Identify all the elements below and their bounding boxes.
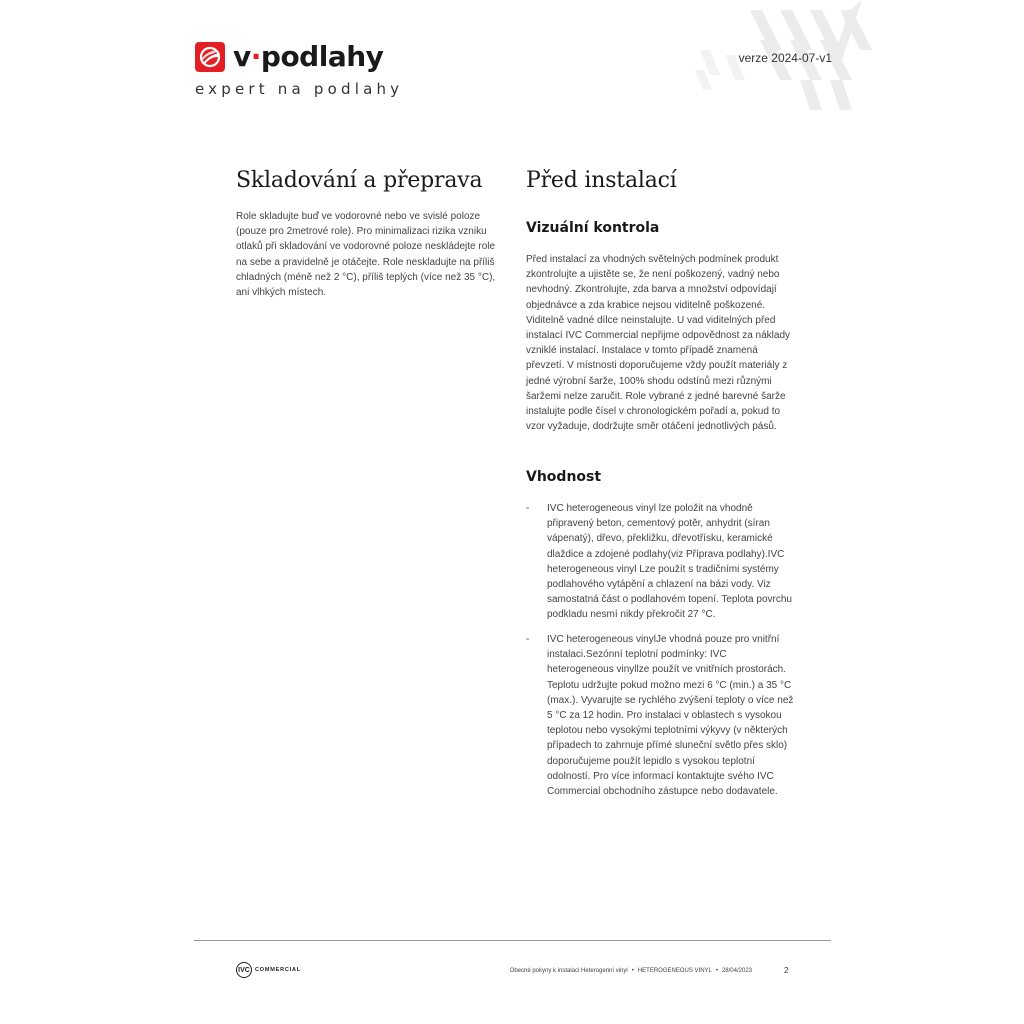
- list-item-text: IVC heterogeneous vinylJe vhodná pouze pro vnitřní instalaci.Sezónní teplotní podmínky: IVC heterogeneous vinyllze použít ve vnitřních prostorách. Teplotu udržujte pokud možno mezi 6 °C (min.) a 35 °C (max.). Vyvarujte se rychlého zvýšení teploty o více než 5 °C za 12 hodin. Pro instalaci v oblastech s vysokou teplotou nebo vysokými teplotními výkyvy (v některých případech to zahrnuje přímé sluneční světlo přes sklo) doporučujeme použít lepidlo s vysokou teplotní odolností. Pro více informací kontaktujte svého IVC Commercial obchodního zástupce nebo dodavatele.: [547, 634, 794, 798]
- footer-divider: [194, 940, 831, 941]
- list-item-text: IVC heterogeneous vinyl lze položit na vhodně připravený beton, cementový potěr, anhydrit (síran vápenatý), dřevo, překližku, dřevotřísku, keramické dlaždice a zdojené podlahy(viz Příprava podlahy).IVC heterogeneous vinyl Lze použít s tradičními systémy podlahového vytápění a chlazení na bázi vody. Viz samostatná část o podlahovém topení. Teplota povrchu podkladu nesmí nikdy překročit 27 °C.: [547, 503, 792, 621]
- before-install-section: [526, 166, 792, 196]
- footer-date: 28/04/2023: [721, 968, 752, 974]
- footer-product: HETEROGENEOUS VINYL: [637, 968, 712, 974]
- version-label: verze 2024-07-v1: [738, 51, 832, 65]
- storage-paragraph: Role skladujte buď ve vodorovné nebo ve svislé poloze (pouze pro 2metrové role). Pro minimalizaci rizika vzniku otlaků při skladování ve vodorovné poloze neskládejte role na sebe a pravidelně je otáčejte. Role neskladujte na příliš chladných (méně než 2 °C), příliš teplých (více než 35 °C), ani vlhkých místech.: [236, 211, 496, 299]
- list-dash: -: [526, 503, 530, 514]
- page-number: 2: [784, 966, 789, 975]
- ivc-logo-icon: IVC: [236, 962, 252, 978]
- visual-check-heading: Vizuální kontrola: [526, 220, 660, 236]
- suitability-heading: Vhodnost: [526, 469, 602, 485]
- storage-title: Skladování a přeprava: [236, 168, 483, 193]
- brand-name: v·podlahy: [233, 40, 384, 73]
- ivc-logo: [236, 962, 301, 978]
- brand-logo: [195, 42, 403, 98]
- footer-doc-title: Obecné pokyny k instalaci Heterogenní vinyl: [509, 968, 628, 974]
- brand-mark-icon: [195, 42, 225, 72]
- storage-section: [236, 166, 506, 196]
- ivc-logo-word: COMMERCIAL: [255, 967, 301, 973]
- list-item: [526, 501, 794, 623]
- list-item: [526, 632, 794, 799]
- before-install-title: Před instalací: [526, 168, 677, 193]
- footer-info: Obecné pokyny k instalaci Heterogenní vinyl • HETEROGENEOUS VINYL • 28/04/2023: [509, 968, 752, 974]
- visual-check-paragraph: Před instalací za vhodných světelných podmínek produkt zkontrolujte a ujistěte se, že není poškozený, vadný nebo nevhodný. Zkontrolujte, zda barva a množství odpovídají objednávce a zda krabice nejsou viditelně poškozené. Viditelně vadné dílce neinstalujte. U vad viditelných před instalací IVC Commercial nepřijme odpovědnost za náklady vzniklé instalací. Instalace v tomto případě znamená převzetí. V místnosti doporučujeme vždy použít materiály z jedné výrobní šarže, 100% shodu odstínů mezi různými šaržemi nelze zaručit. Role vybrané z jedné barevné šarže instalujte podle čísel v chronologickém pořadí a, pokud to vzor vyžaduje, dodržujte směr otáčení jednotlivých pásů.: [526, 254, 791, 433]
- list-dash: -: [526, 634, 530, 645]
- brand-tagline: expert na podlahy: [195, 80, 404, 98]
